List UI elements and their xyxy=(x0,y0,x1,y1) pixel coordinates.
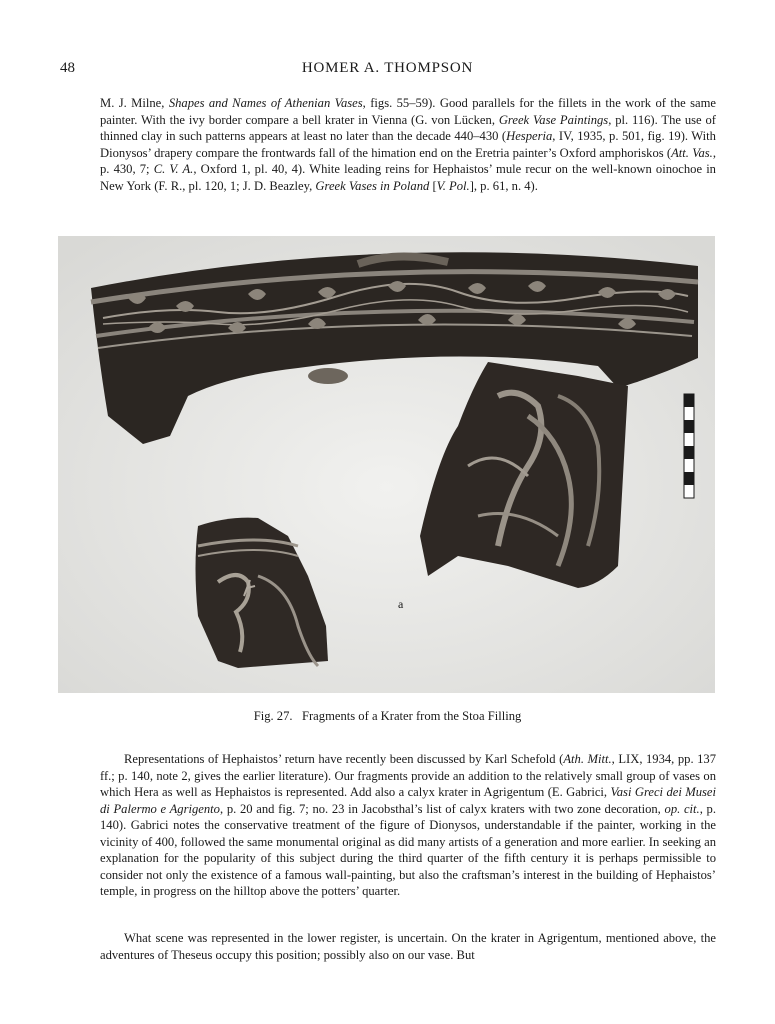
top-paragraph: M. J. Milne, Shapes and Names of Athenian Vases, figs. 55–59). Good parallels for the fillets in the work of the same painter. With the ivy border compare a bell krater in Vienna (G. von Lücken, Greek Vase Paintings, pl. 116). The use of thinned clay in such patterns appears at least no later than the decade 440–430 (Hesperia, IV, 1935, p. 501, fig. 19). With Dionysos’ drapery compare the frontwards fall of the himation end on the Eretria painter’s Oxford amphoriskos (Att. Vas., p. 430, 7; C. V. A., Oxford 1, pl. 40, 4). White leading reins for Hephaistos’ mule recur on the well-known oinochoe in New York (F. R., pl. 120, 1; J. D. Beazley, Greek Vases in Poland [V. Pol.], p. 61, n. 4). xyxy=(100,96,716,193)
figure-caption: Fig. 27. Fragments of a Krater from the Stoa Filling xyxy=(253,709,522,723)
body-paragraph-2: What scene was represented in the lower register, is uncertain. On the krater in Agrigentum, mentioned above, the adventures of Theseus occupy this position; possibly also on our vase. But xyxy=(100,931,716,962)
krater-photograph xyxy=(58,236,715,693)
scale-bar xyxy=(684,394,694,498)
krater-fragments-image xyxy=(58,236,715,693)
page-number: 48 xyxy=(60,60,75,76)
fragment-label: a xyxy=(398,597,404,611)
running-head: HOMER A. THOMPSON xyxy=(301,60,474,76)
body-paragraph-1: Representations of Hephaistos’ return have recently been discussed by Karl Schefold (Ath. Mitt., LIX, 1934, pp. 137 ff.; p. 140, note 2, gives the earlier literature). Our fragments provide an addition to the relatively small group of vases on which Hera as well as Hephaistos is represented. Add also a calyx krater in Agrigentum (E. Gabrici, Vasi Greci dei Musei di Palermo e Agrigento, p. 20 and fig. 7; no. 23 in Jacobsthal’s list of calyx kraters with two zone decoration, op. cit., p. 140). Gabrici notes the conservative treatment of the figure of Dionysos, understandable if the painter, working in the vicinity of 400, followed the same monumental original as did many artists of a generation and more earlier. In seeking an explanation for the popularity of this subject during the third quarter of the fifth century it is perhaps permissible to consider not only the existence of a famous wall-painting, but also the craftsman’s interest in the building of Hephaistos’ temple, in progress on the hilltop above the potters’ quarter. xyxy=(100,752,717,898)
